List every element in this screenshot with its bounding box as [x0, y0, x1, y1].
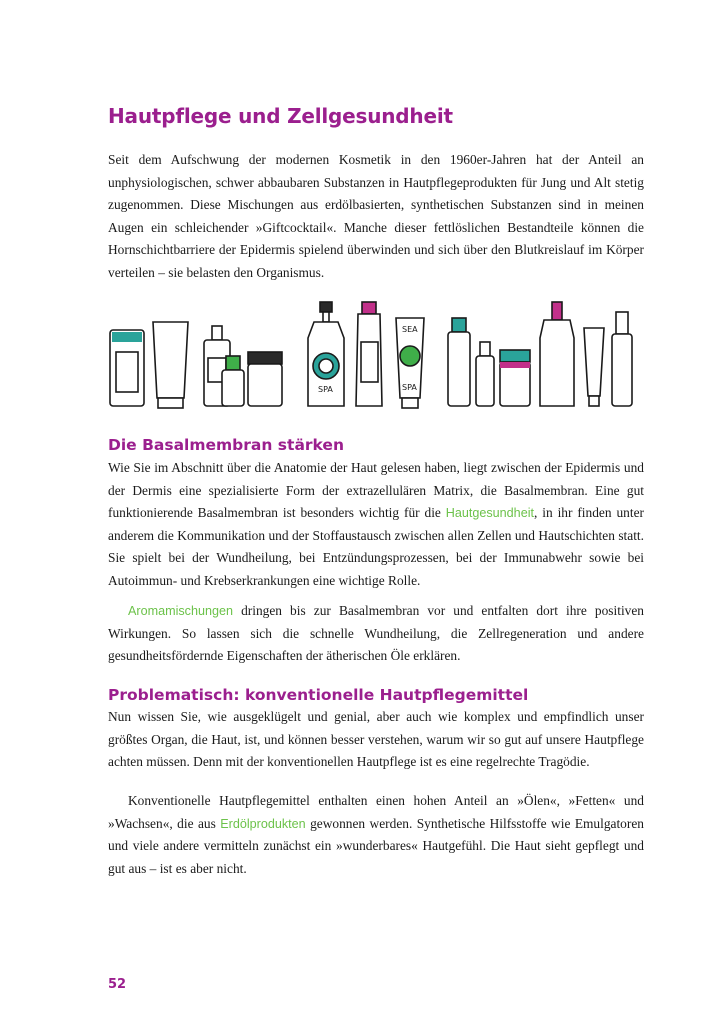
- bottle-icon: [612, 312, 632, 406]
- hautpflegemittel-paragraph-2: Konventionelle Hautpflegemittel enthalten einen hohen Anteil an »Ölen«, »Fetten« und »Wachsen«, die aus Erdölprodukten gewonnen werden. Synthetische Hilfsstoffe wie Emulgatoren und viele andere vermitteln zunächst ein »wunderbares« Hautgefühl. Die Haut sieht gepflegt und gut aus – ist es aber nicht.: [108, 793, 644, 876]
- bottle-icon: [448, 318, 470, 406]
- cosmetics-bottles-illustration: [108, 298, 644, 414]
- jar-icon: [248, 352, 282, 406]
- bottle-label: SEA: [402, 325, 418, 334]
- tube-icon: [153, 322, 188, 408]
- bottle-label: SPA: [318, 385, 333, 394]
- page-heading: Hautpflege und Zellgesundheit: [108, 104, 453, 128]
- spray-bottle-icon: [356, 302, 382, 406]
- bottle-icon: [476, 342, 494, 406]
- bottle-icon: [222, 356, 244, 406]
- highlight-term: Erdölprodukten: [220, 816, 306, 831]
- section-heading-hautpflegemittel: Problematisch: konventionelle Hautpflegemittel: [108, 686, 529, 704]
- jar-icon: [110, 330, 144, 406]
- highlight-term: Hautgesundheit: [445, 506, 534, 521]
- tube-icon: [584, 328, 604, 406]
- page-number: 52: [108, 977, 127, 992]
- jar-icon: [500, 350, 530, 406]
- bottle-label: SPA: [402, 383, 417, 392]
- basalmembran-paragraph-1: Wie Sie im Abschnitt über die Anatomie der Haut gelesen haben, liegt zwischen der Epidermis und der Dermis eine spezialisierte Form der extrazellulären Matrix, die Basalmembran. Eine gut funktionierende Basalmembran ist besonders wichtig für die Hautgesundheit, in ihr finden unter anderem die Kommunikation und der Stoffaustausch zwischen allen Zellen und Hautschichten statt. Sie spielt bei der Wundheilung, bei Entzündungsprozessen, bei der Immunabwehr sowie bei Autoimmun- und Krebserkrankungen eine wichtige Rolle.: [108, 460, 644, 588]
- intro-paragraph: Seit dem Aufschwung der modernen Kosmetik in den 1960er-Jahren hat der Anteil an unphysiologischen, schwer abbaubaren Substanzen in Hautpflegeprodukten für Jung und Alt stetig zugenommen. Diese Mischungen aus erdölbasierten, synthetischen Substanzen sind in meinen Augen ein schleichender »Giftcocktail«. Manche dieser fettlöslichen Bestandteile können die Hornschichtbarriere der Epidermis spielend überwinden und sich über den Blutkreislauf im Körper verteilen – sie belasten den Organismus.: [108, 152, 644, 280]
- section-heading-basalmembran: Die Basalmembran stärken: [108, 436, 344, 454]
- basalmembran-paragraph-2: Aromamischungen dringen bis zur Basalmembran vor und entfalten dort ihre positiven Wirkungen. So lassen sich die schnelle Wundheilung, die Zellregeneration und andere gesundheitsfördernde Eigenschaften der ätherischen Öle erklären.: [108, 603, 644, 664]
- hautpflegemittel-paragraph-1: Nun wissen Sie, wie ausgeklügelt und genial, aber auch wie komplex und empfindlich unser größtes Organ, die Haut, ist, und können besser verstehen, warum wir so gut auf unsere Hautpflege achten müssen. Denn mit der konventionellen Hautpflege ist es eine regelrechte Tragödie.: [108, 709, 644, 770]
- pump-bottle-icon: [540, 302, 574, 406]
- highlight-term: Aromamischungen: [128, 604, 233, 618]
